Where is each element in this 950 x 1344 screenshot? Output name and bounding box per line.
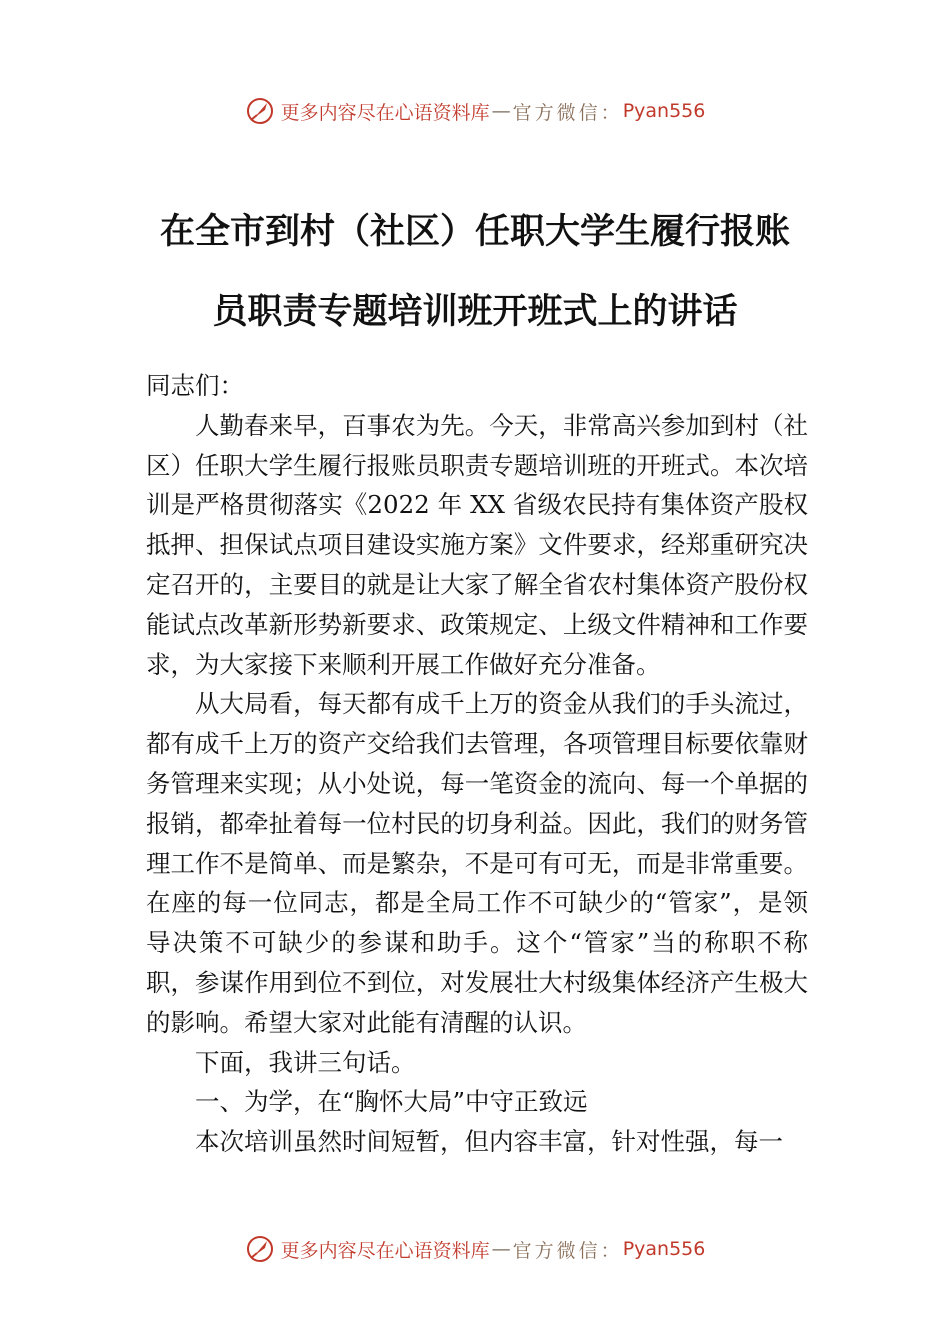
watermark-wechat-label: 官方微信： [512,1239,623,1262]
watermark-main-text: 更多内容尽在心语资料库 [280,1239,490,1262]
watermark-wechat-label: 官方微信： [512,101,623,124]
watermark-main-text: 更多内容尽在心语资料库 [280,101,490,124]
watermark-separator: — [491,1238,511,1260]
title-line-1: 在全市到村（社区）任职大学生履行报账 [159,212,790,252]
watermark-separator: — [491,100,511,122]
footer-watermark [0,1234,950,1264]
document-title [120,192,830,352]
watermark-wechat-id: Pyan556 [622,1238,706,1260]
quill-logo-icon [245,96,275,126]
section-heading-1: 一、为学，在“胸怀大局”中守正致远 [195,1087,588,1117]
header-watermark [0,96,950,126]
paragraph-2: 从大局看，每天都有成千上万的资金从我们的手头流过，都有成千上万的资产交给我们去管理，各项管理目标要依靠财务管理来实现；从小处说，每一笔资金的流向、每一个单据的报销，都牵扯着每一位村民的切身利益。因此，我们的财务管理工作不是简单、而是繁杂，不是可有可无，而是非常重要。在座的每一位同志，都是全局工作不可缺少的“管家”，是领导决策不可缺少的参谋和助手。这个“管家”当的称职不称职，参谋作用到位不到位，对发展壮大村级集体经济产生极大的影响。希望大家对此能有清醒的认识。 [146,689,808,1037]
paragraph-1: 人勤春来早，百事农为先。今天，非常高兴参加到村（社区）任职大学生履行报账员职责专题培训班的开班式。本次培训是严格贯彻落实《2022 年 XX 省级农民持有集体资产股权抵押、担保试点项目建设实施方案》文件要求，经郑重研究决定召开的，主要目的就是让大家了解全省农村集体资产股份权能试点改革新形势新要求、政策规定、上级文件精神和工作要求，为大家接下来顺利开展工作做好充分准备。 [146,410,808,679]
paragraph-3: 下面，我讲三句话。 [195,1047,416,1077]
quill-logo-icon [245,1234,275,1264]
watermark-wechat-id: Pyan556 [622,100,706,122]
title-line-2: 员职责专题培训班开班式上的讲话 [212,292,738,332]
salutation: 同志们： [146,371,244,400]
paragraph-4: 本次培训虽然时间短暂，但内容丰富，针对性强，每一 [195,1127,783,1157]
document-body [146,366,808,1162]
